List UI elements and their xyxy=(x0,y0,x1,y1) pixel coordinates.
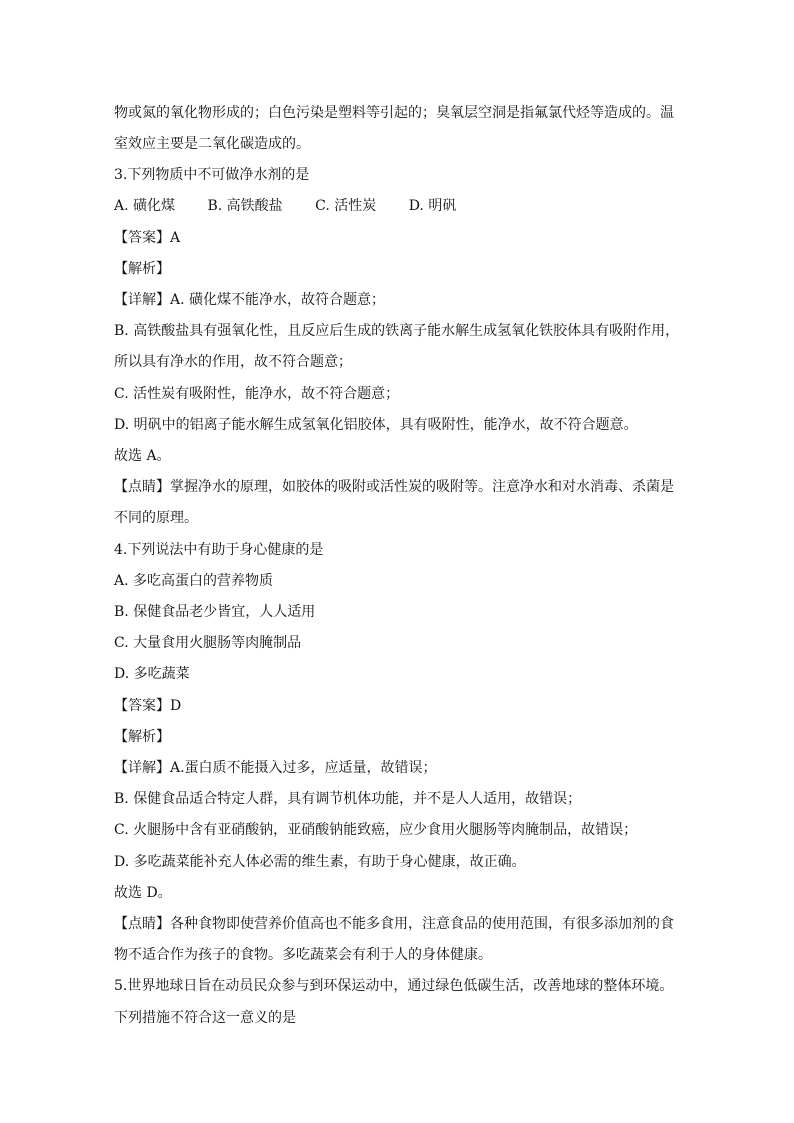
option-a: A. 多吃高蛋白的营养物质 xyxy=(114,573,274,589)
tip-line: 不同的原理。 xyxy=(114,510,198,526)
detail-line: 【详解】A. 磺化煤不能净水，故符合题意； xyxy=(114,292,386,308)
conclusion-line: 故选 D。 xyxy=(114,885,172,901)
tip-line: 物不适合作为孩子的食物。多吃蔬菜会有利于人的身体健康。 xyxy=(114,947,492,963)
option-c: C. 活性炭 xyxy=(315,198,377,214)
analysis-heading: 【解析】 xyxy=(114,261,170,277)
paragraph-line: 物或氮的氧化物形成的；白色污染是塑料等引起的；臭氧层空洞是指氟氯代烃等造成的。温 xyxy=(114,105,674,121)
paragraph-line: 室效应主要是二氧化碳造成的。 xyxy=(114,136,310,152)
option-b: B. 高铁酸盐 xyxy=(207,198,283,214)
tip-line: 【点睛】各种食物即使营养价值高也不能多食用，注意食品的使用范围，有很多添加剂的食 xyxy=(114,916,674,932)
option-d: D. 明矾 xyxy=(408,198,457,214)
detail-line: C. 火腿肠中含有亚硝酸钠，亚硝酸钠能致癌，应少食用火腿肠等肉腌制品，故错误； xyxy=(114,822,638,838)
detail-line: 所以具有净水的作用，故不符合题意； xyxy=(114,354,352,370)
detail-line: 【详解】A.蛋白质不能摄入过多，应适量，故错误； xyxy=(114,760,437,776)
question-3-stem: 3.下列物质中不可做净水剂的是 xyxy=(114,167,310,183)
detail-line: D. 多吃蔬菜能补充人体必需的维生素，有助于身心健康，故正确。 xyxy=(114,854,526,870)
detail-line: D. 明矾中的铝离子能水解生成氢氧化铝胶体，具有吸附性，能净水，故不符合题意。 xyxy=(114,417,638,433)
question-3-options xyxy=(114,196,684,216)
option-a: A. 磺化煤 xyxy=(114,198,176,214)
detail-line: B. 保健食品适合特定人群，具有调节机体功能，并不是人人适用，故错误； xyxy=(114,791,582,807)
option-b: B. 保健食品老少皆宜，人人适用 xyxy=(114,604,316,620)
tip-line: 【点睛】掌握净水的原理，如胶体的吸附或活性炭的吸附等。注意净水和对水消毒、杀菌是 xyxy=(114,479,674,495)
answer-line: 【答案】A xyxy=(114,230,181,246)
conclusion-line: 故选 A。 xyxy=(114,448,171,464)
question-5-stem: 5.世界地球日旨在动员民众参与到环保运动中，通过绿色低碳生活，改善地球的整体环境。 xyxy=(114,978,674,994)
detail-line: B. 高铁酸盐具有强氧化性，且反应后生成的铁离子能水解生成氢氧化铁胶体具有吸附作用， xyxy=(114,323,680,339)
answer-line: 【答案】D xyxy=(114,698,182,714)
question-5-stem: 下列措施不符合这一意义的是 xyxy=(114,1010,296,1026)
detail-line: C. 活性炭有吸附性，能净水，故不符合题意； xyxy=(114,386,400,402)
question-4-stem: 4.下列说法中有助于身心健康的是 xyxy=(114,542,324,558)
analysis-heading: 【解析】 xyxy=(114,729,170,745)
option-d: D. 多吃蔬菜 xyxy=(114,666,190,682)
option-c: C. 大量食用火腿肠等肉腌制品 xyxy=(114,635,302,651)
